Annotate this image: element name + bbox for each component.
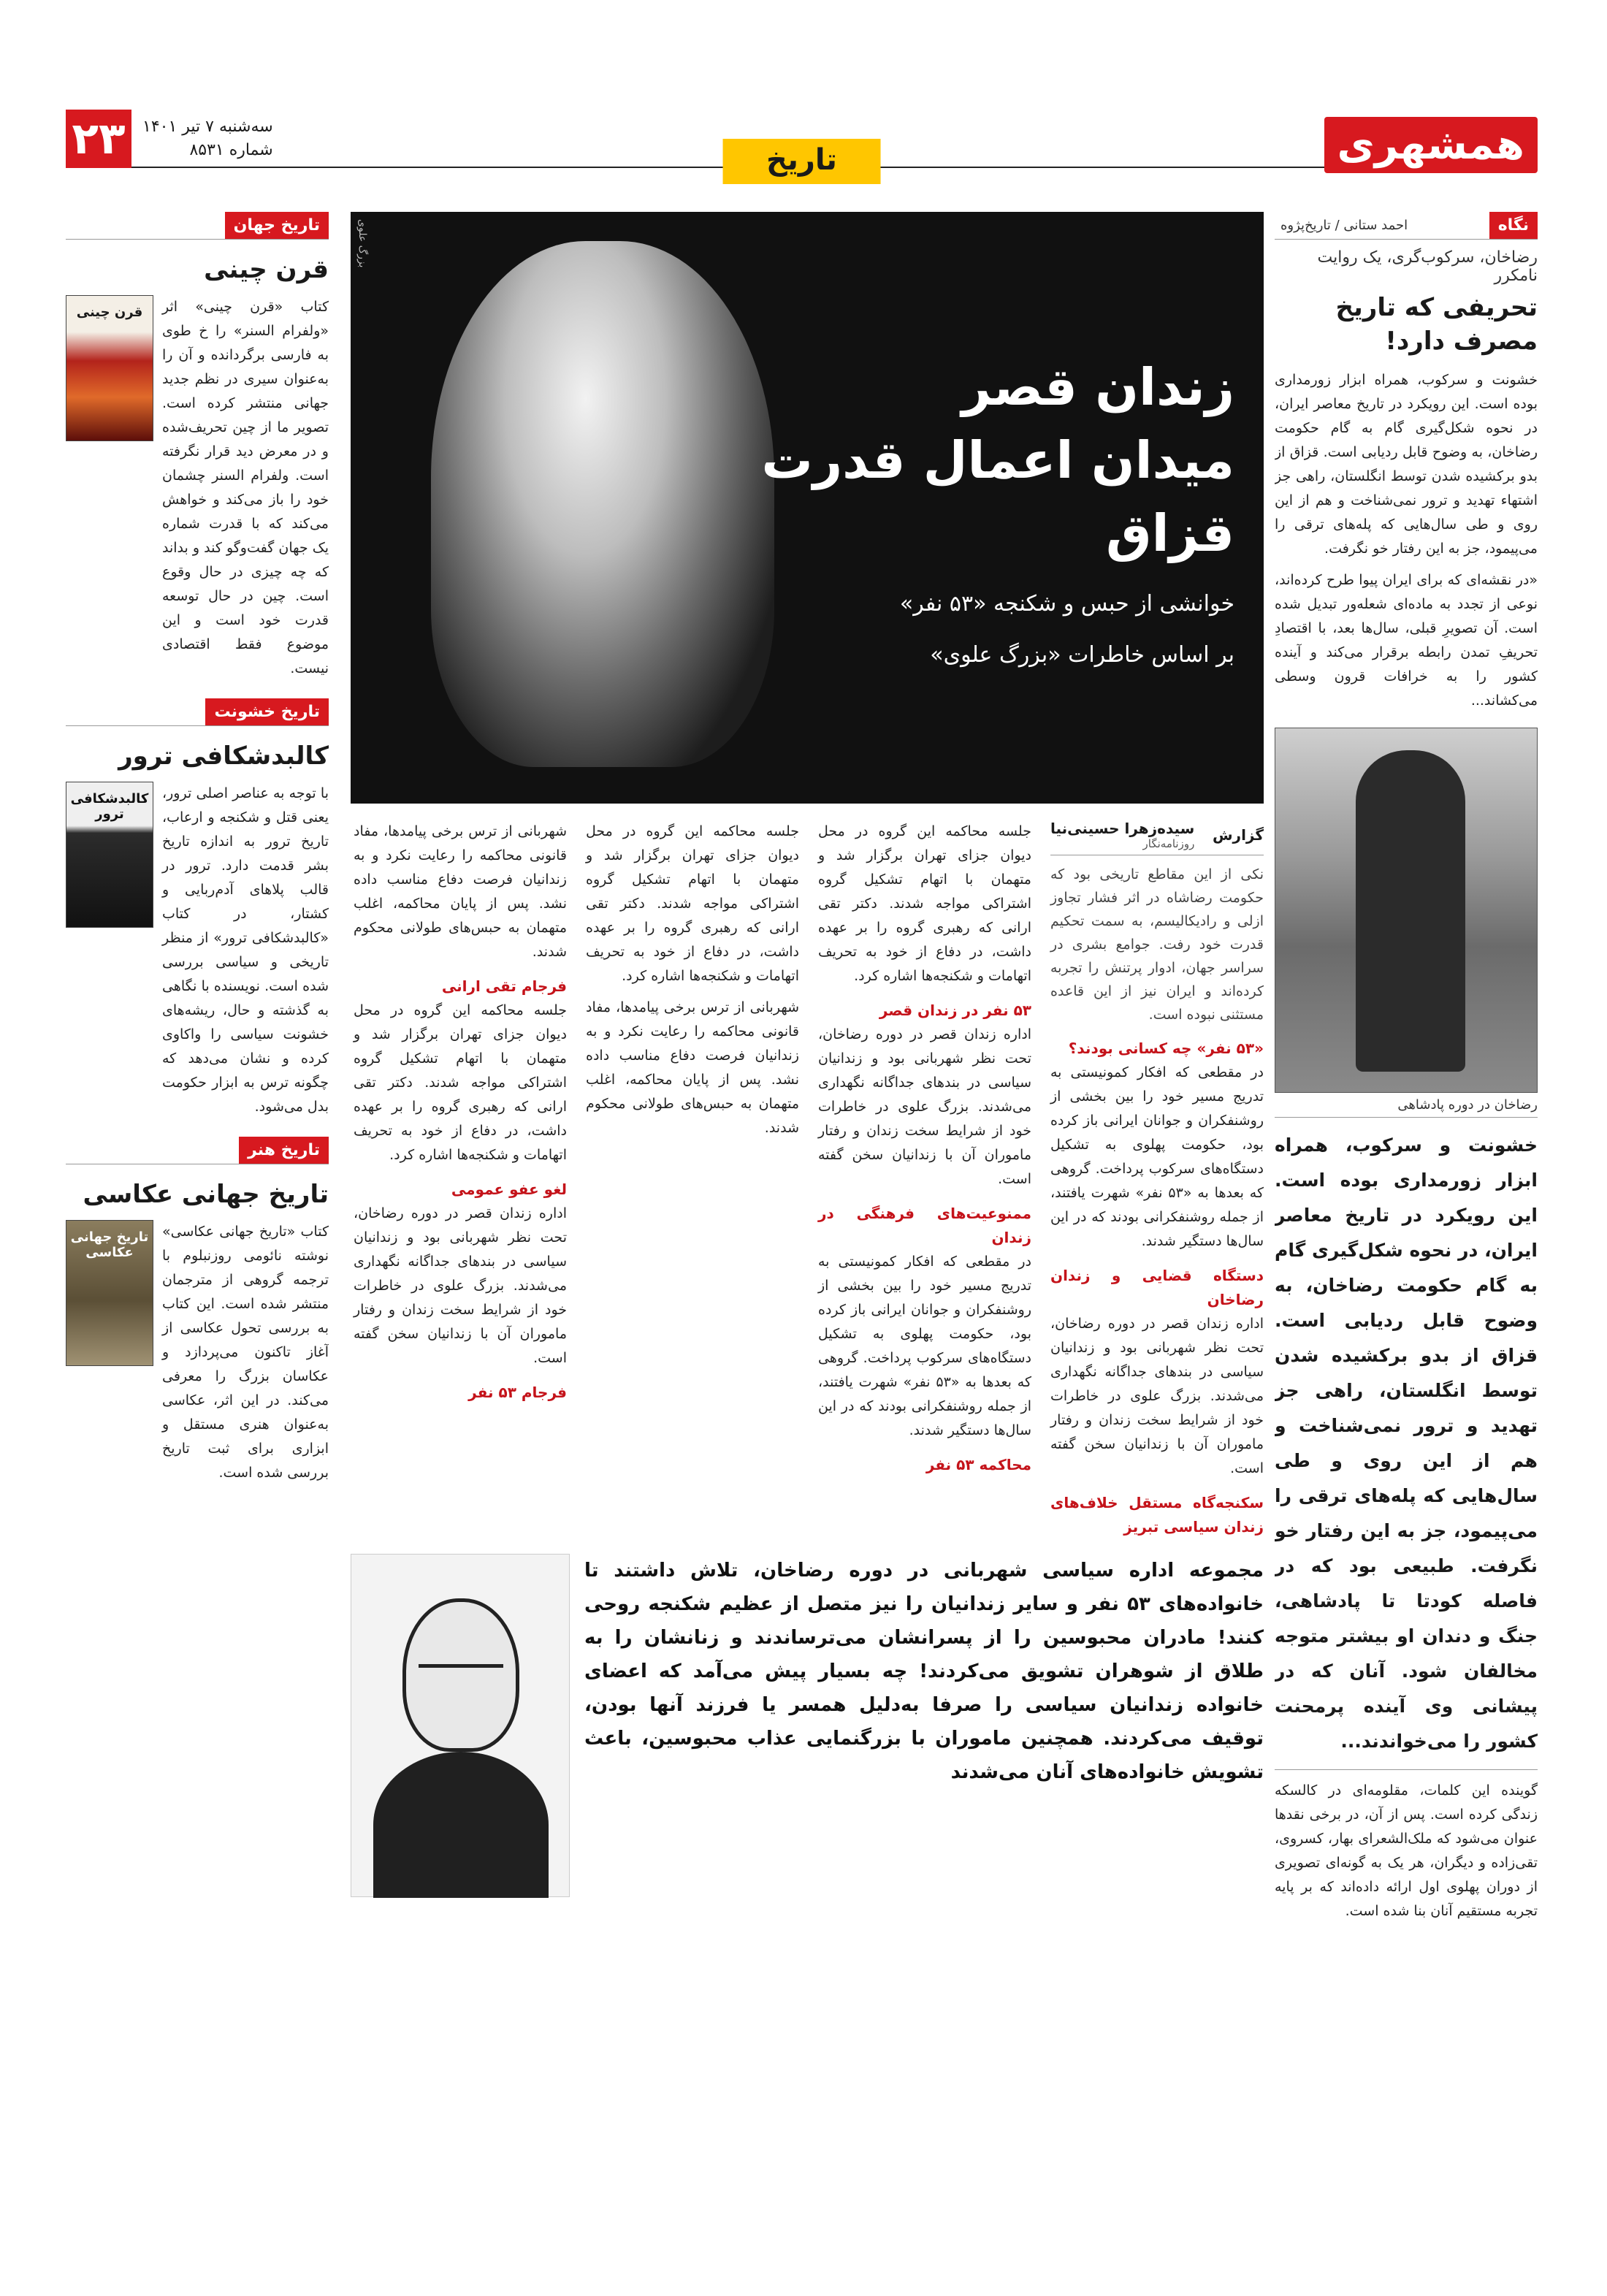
article-paragraph: شهربانی از ترس برخی پیامدها، مفاد قانونی محاکمه را رعایت نکرد و به زندانیان فرصت دفاع مناسب داده نشد. پس از پایان محاکمه، اغلب متهمان به حبس‌های طولانی محکوم شدند. bbox=[354, 823, 567, 960]
byline-role: روزنامه‌نگار bbox=[1142, 837, 1195, 850]
article-paragraph: جلسه محاکمه این گروه در محل دیوان جزای تهران برگزار شد و متهمان با اتهام تشکیل گروه اشتراکی مواجه شدند. دکتر تقی ارانی که رهبری گروه را بر عهده داشت، در دفاع از خود به تحریف اتهامات و شکنجه‌ها اشاره کرد. bbox=[818, 823, 1031, 984]
book-box-chinese-century bbox=[66, 212, 329, 681]
subhead: سکنجه‌گاه مستقل خلاف‌های زندان سیاسی تبریز bbox=[1050, 1494, 1264, 1536]
issue-date: سه‌شنبه ۷ تیر ۱۴۰۱ bbox=[142, 118, 273, 136]
book-cover-image bbox=[66, 1220, 153, 1366]
portrait-quote-box bbox=[351, 1554, 1264, 1897]
newspaper-logo[interactable]: همشهری bbox=[1324, 117, 1538, 173]
opinion-column bbox=[1275, 212, 1538, 2265]
article-col-1 bbox=[1050, 820, 1264, 1539]
subhead: «۵۳ نفر» چه کسانی بودند؟ bbox=[1068, 1040, 1264, 1057]
highlight-quote: مجموعه اداره سیاسی شهربانی در دوره رضاخان، تلاش داشتند تا خانواده‌های ۵۳ نفر و سایر زندانیان را نیز متصل از عظیم شکنجه روحی کنند! مادران محبوسین را از پسرانشان می‌ترساندند و زنانشان را به طلاق از شوهران تشویق می‌کردند! چه بسیار پیش می‌آمد که اعضای خانواده زندانیان سیاسی را صرفا به‌دلیل همسر یا فرزند آنها بودن، توقیف می‌کردند. همچنین ماموران با بزرگنمایی عذاب محبوسین، باعث تشویش خانواده‌های آنان می‌شدند bbox=[584, 1560, 1264, 1783]
book-kicker-row bbox=[66, 212, 329, 240]
opinion-kicker: نگاه bbox=[1489, 212, 1538, 239]
article-paragraph: جلسه محاکمه این گروه در محل دیوان جزای تهران برگزار شد و متهمان با اتهام تشکیل گروه اشتراکی مواجه شدند. دکتر تقی ارانی که رهبری گروه را بر عهده داشت، در دفاع از خود به تحریف اتهامات و شکنجه‌ها اشاره کرد. bbox=[354, 1002, 567, 1163]
book-cover-image bbox=[66, 782, 153, 928]
byline bbox=[1050, 820, 1194, 850]
article-paragraph: اداره زندان قصر در دوره رضاخان، تحت نظر شهربانی بود و زندانیان سیاسی در بندهای جداگانه نگهداری می‌شدند. بزرگ علوی در خاطرات خود از شرایط سخت زندان و رفتار ماموران آن با زندانیان سخن گفته است. bbox=[354, 1205, 567, 1366]
subhead: محاکمه ۵۳ نفر bbox=[925, 1456, 1031, 1473]
book-text: با توجه به عناصر اصلی ترور، یعنی قتل و شکنجه و ارعاب، تاریخ ترور به اندازه تاریخ بشر قدمت دارد. ترور در قالب پلاهای آدم‌ربایی و کشتار، در کتاب «کالبدشکافی ترور» از منظر تاریخی و سیاسی بررسی شده است. نویسنده با نگاهی به گذشته و حال، ریشه‌های خشونت سیاسی را واکاوی کرده و نشان می‌دهد که چگونه ترس به ابزار حکومت بدل می‌شود. bbox=[162, 785, 329, 1115]
subhead: لغو عفو عمومی bbox=[451, 1181, 567, 1198]
hero-headline-block bbox=[723, 351, 1234, 672]
book-box-photography bbox=[66, 1137, 329, 1485]
article-col-3 bbox=[586, 820, 799, 1539]
book-row bbox=[66, 782, 329, 1119]
opinion-body bbox=[1275, 368, 1538, 713]
opinion-rubric: رضاخان، سرکوب‌گری، یک روایت نامکرر bbox=[1317, 248, 1538, 285]
headline-line-2[interactable]: میدان اعمال قدرت قزاق bbox=[761, 430, 1234, 563]
subhead: دستگاه قضایی و زندان رضاخان bbox=[1050, 1267, 1264, 1308]
article-body bbox=[818, 820, 1031, 1477]
deck-line-1: خوانشی از حبس و شکنجه «۵۳ نفر» bbox=[899, 591, 1234, 617]
book-box-terror bbox=[66, 698, 329, 1119]
book-headline[interactable]: تاریخ جهانی عکاسی bbox=[83, 1180, 329, 1209]
page-number: ۲۳ bbox=[66, 110, 131, 168]
book-headline[interactable]: کالبدشکافی ترور bbox=[118, 741, 329, 771]
book-row bbox=[66, 1220, 329, 1485]
article-paragraph: اداره زندان قصر در دوره رضاخان، تحت نظر شهربانی بود و زندانیان سیاسی در بندهای جداگانه نگهداری می‌شدند. بزرگ علوی در خاطرات خود از شرایط سخت زندان و رفتار ماموران آن با زندانیان سخن گفته است. bbox=[818, 1026, 1031, 1187]
article-paragraph: جلسه محاکمه این گروه در محل دیوان جزای تهران برگزار شد و متهمان با اتهام تشکیل گروه اشتراکی مواجه شدند. دکتر تقی ارانی که رهبری گروه را بر عهده داشت، در دفاع از خود به تحریف اتهامات و شکنجه‌ها اشاره کرد. bbox=[586, 823, 799, 984]
article-columns bbox=[351, 820, 1264, 1539]
book-cover-image bbox=[66, 295, 153, 441]
book-cover-title: کالبدشکافی ترور bbox=[70, 791, 149, 822]
pull-quote: خشونت و سرکوب، همراه ابزار زورمداری بوده است. این رویکرد در تاریخ معاصر ایران، در نحوه شکل‌گیری گام به گام حکومت رضاخان، به وضوح قابل ردیابی است. قزاق از بدو برکشیده شدن توسط انگلستان، راهی جز تهدید و ترور نمی‌شناخت و هم از این روی و طی سال‌هایی که پله‌های ترقی را می‌پیمود، جز به این رفتار خو نگرفت. طبیعی بود که در فاصله کودتا تا پادشاهی، جنگ و دندان او بیشتر متوجه مخالفان شود. آنان که در پیشانی وی آینده پرمحنت کشور را می‌خواندند... bbox=[1275, 1118, 1538, 1770]
report-header bbox=[1050, 820, 1264, 855]
hero-credit: بزرگ علوی bbox=[356, 219, 368, 268]
portrait-glasses bbox=[419, 1664, 503, 1686]
article-body bbox=[354, 820, 567, 1405]
article-paragraph: در مقطعی که افکار کمونیستی به تدریج مسیر خود را بین بخشی از روشنفکران و جوانان ایرانی باز کرده بود، حکومت پهلوی به تشکیل دستگاه‌های سرکوب پرداخت. گروهی که بعدها به «۵۳ نفر» شهرت یافتند، از جمله روشنفکرانی بودند که در این سال‌ها دستگیر شدند. bbox=[818, 1254, 1032, 1438]
book-kicker-row bbox=[66, 698, 329, 726]
book-kicker: تاریخ جهان bbox=[225, 212, 329, 239]
article-col-2 bbox=[818, 820, 1031, 1539]
rezakhan-photo bbox=[1275, 728, 1538, 1093]
opinion-paragraph: «در نقشه‌ای که برای ایران پیوا طرح کرده‌اند، نوعی از تجدد به ماده‌ای شعله‌ور تبدیل شده است. آن تصویرِ قبلی، سال‌ها بعد، با اقتصادِ تحریفِ تمدن رابطه برقرار می‌کند و آینده کشور را به خرافات قرون وسطی می‌کشاند... bbox=[1275, 572, 1538, 709]
book-kicker: تاریخ خشونت bbox=[205, 698, 329, 725]
book-row bbox=[66, 295, 329, 681]
section-title: تاریخ bbox=[722, 139, 881, 184]
photo-caption: رضاخان در دوره پادشاهی bbox=[1275, 1093, 1538, 1118]
opinion-headline[interactable]: تحریفی که تاریخ مصرف دارد! bbox=[1335, 293, 1538, 356]
subhead: فرجام تقی ارانی bbox=[441, 977, 567, 995]
article-lead: نکی از این مقاطع تاریخی بود که حکومت رضاشاه در اثر فشار تجاوز ازلی و رادیکالیسم، به سمت تحکیم قدرت خود رفت. جوامع بشری در سراسر جهان، ادوار پرتنش را تجربه کرده‌اند و ایران نیز از این قاعده مستثنی نبوده است. bbox=[1050, 866, 1264, 1023]
book-cover-title: تاریخ جهانی عکاسی bbox=[70, 1229, 149, 1260]
main-article bbox=[351, 212, 1264, 2265]
taqi-arani-portrait bbox=[351, 1554, 570, 1897]
deck-line-2: بر اساس خاطرات «بزرگ علوی» bbox=[930, 642, 1234, 668]
book-kicker-row bbox=[66, 1137, 329, 1164]
standing-figure bbox=[1356, 750, 1465, 1072]
report-label: گزارش bbox=[1212, 826, 1264, 844]
opinion-paragraph: گوینده این کلمات، مقلومه‌ای در کالسکه زندگی کرده است. پس از آن، در برخی نقدها عنوان می‌شود که ملک‌الشعرای بهار، کسروی، تقی‌زاده و دیگران، هر یک به گونه‌ای تصویری از دوران پهلوی اول ارائه داده‌اند که بر پایه تجربه مستقیم آنان بنا شده است. bbox=[1275, 1782, 1538, 1919]
opinion-body-2 bbox=[1275, 1779, 1538, 1923]
subhead: ۵۳ نفر در زندان قصر bbox=[879, 1002, 1031, 1019]
article-paragraph: شهربانی از ترس برخی پیامدها، مفاد قانونی محاکمه را رعایت نکرد و به زندانیان فرصت دفاع مناسب داده نشد. پس از پایان محاکمه، اغلب متهمان به حبس‌های طولانی محکوم شدند. bbox=[586, 999, 799, 1136]
masthead bbox=[66, 110, 1538, 177]
opinion-kicker-row bbox=[1275, 212, 1538, 240]
article-col-4 bbox=[354, 820, 567, 1539]
hero-image bbox=[351, 212, 1264, 804]
subhead: فرجام ۵۳ نفر bbox=[468, 1384, 567, 1401]
book-kicker: تاریخ هنر bbox=[239, 1137, 329, 1164]
article-body bbox=[586, 820, 799, 1140]
opinion-paragraph: خشونت و سرکوب، همراه ابزار زورمداری بوده است. این رویکرد در تاریخ معاصر ایران، در نحوه شکل‌گیری گام به گام حکومت رضاخان، به وضوح قابل ردیابی است. قزاق از بدو برکشیده شدن توسط انگلستان، راهی جز اشتهاء تهدید و ترور نمی‌شناخت و هم از این روی و طی سال‌هایی که پله‌های ترقی را می‌پیمود، جز به این رفتار خو نگرفت. bbox=[1275, 372, 1538, 557]
headline-line-1[interactable]: زندان قصر bbox=[961, 357, 1234, 417]
article-paragraph: در مقطعی که افکار کمونیستی به تدریج مسیر خود را بین بخشی از روشنفکران و جوانان ایرانی باز کرده بود، حکومت پهلوی به تشکیل دستگاه‌های سرکوب پرداخت. گروهی که بعدها به «۵۳ نفر» شهرت یافتند، از جمله روشنفکرانی بودند که در این سال‌ها دستگیر شدند. bbox=[1050, 1064, 1264, 1249]
byline-name: سیده‌زهرا حسینی‌نیا bbox=[1050, 820, 1195, 837]
book-text: کتاب «قرن چینی» اثر «ولفرام السنر» را خ طوی به فارسی برگردانده و آن را به‌عنوان سیری در نظم جدید جهانی منتشر کرده است. تصویر ما از چین تحریف‌شده و در معرض دید قرار نگرفته است. ولفرام السنر چشمان خود را باز می‌کند و خواهش می‌کند که با قدرت شماره یک جهان گفت‌وگو کند و بداند که چه چیزی در حال وقوع است. چین در حال توسعه قدرت خود است و این موضوع فقط اقتصادی نیست. bbox=[162, 299, 329, 676]
issue-number: شماره ۸۵۳۱ bbox=[189, 141, 273, 159]
opinion-author: احمد ستانی / تاریخ‌پژوه bbox=[1280, 218, 1408, 233]
portrait-coat bbox=[373, 1752, 549, 1898]
books-column bbox=[66, 212, 329, 2265]
issue-info bbox=[142, 115, 273, 162]
book-headline[interactable]: قرن چینی bbox=[204, 255, 329, 284]
book-cover-title: قرن چینی bbox=[76, 305, 143, 320]
book-text: کتاب «تاریخ جهانی عکاسی» نوشته نائومی روزنبلوم با ترجمه گروهی از مترجمان منتشر شده است. این کتاب به بررسی تحول عکاسی از آغاز تاکنون می‌پردازد و عکاسان بزرگ را معرفی می‌کند. در این اثر، عکاسی به‌عنوان هنری مستقل و ابزاری برای ثبت تاریخ بررسی شده است. bbox=[162, 1224, 329, 1481]
subhead: ممنوعیت‌های فرهنگی در زندان bbox=[818, 1205, 1031, 1246]
article-body bbox=[1050, 1037, 1264, 1539]
article-paragraph: اداره زندان قصر در دوره رضاخان، تحت نظر شهربانی بود و زندانیان سیاسی در بندهای جداگانه نگهداری می‌شدند. بزرگ علوی در خاطرات خود از شرایط سخت زندان و رفتار ماموران آن با زندانیان سخن گفته است. bbox=[1050, 1316, 1264, 1476]
